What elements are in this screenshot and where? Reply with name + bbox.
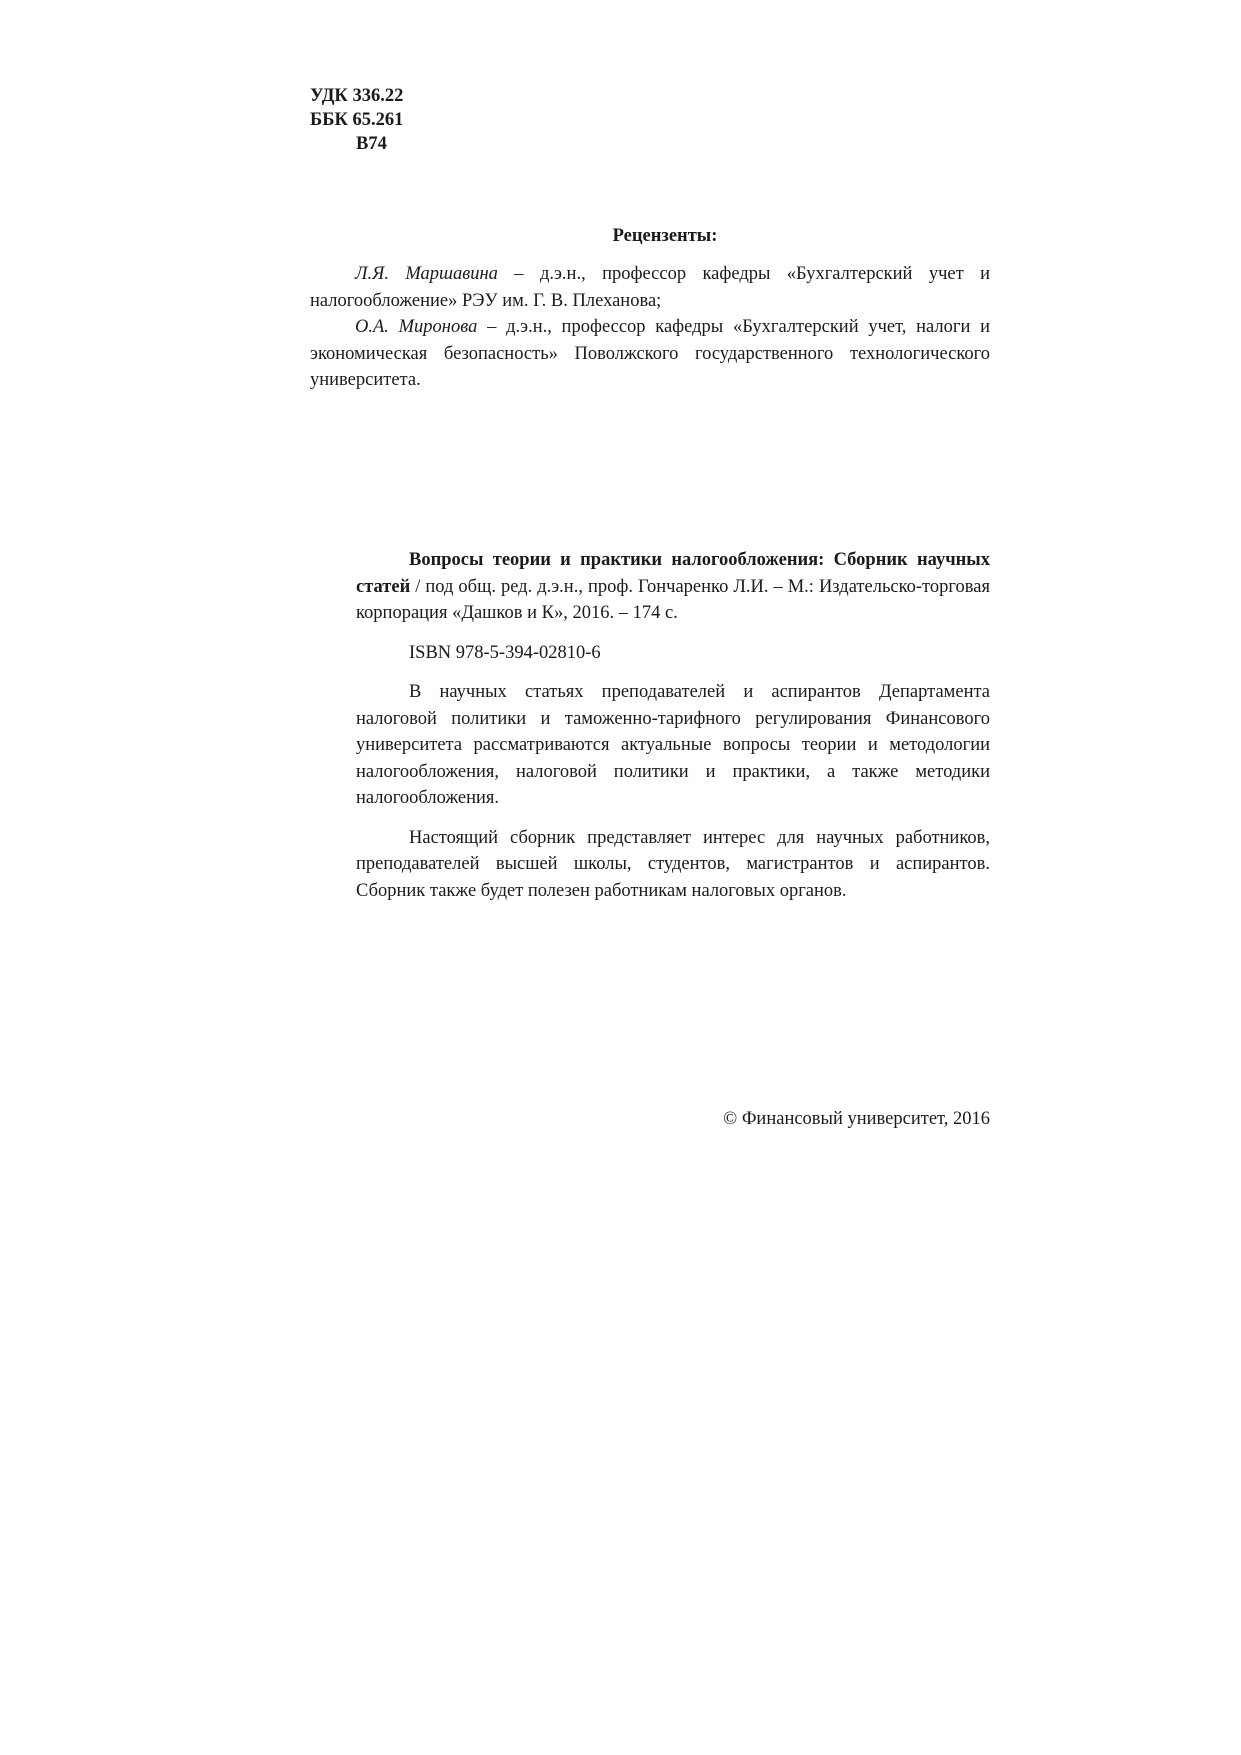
isbn: ISBN 978-5-394-02810-6 xyxy=(409,642,601,663)
udk-code: УДК 336.22 xyxy=(310,86,404,106)
reviewer-2 xyxy=(310,314,990,394)
reviewers-title: Рецензенты: xyxy=(612,226,718,246)
bibliographic-annotation xyxy=(356,547,990,904)
reviewer-description: – д.э.н., профессор кафедры «Бухгалтерский учет, налоги и экономическая безопасность» Поволжского государственного технологического университета. xyxy=(310,317,990,390)
book-imprint: / под общ. ред. д.э.н., проф. Гончаренко Л.И. – М.: Издательско-торговая корпорация «Дашков и К», 2016. – 174 с. xyxy=(356,576,990,623)
reviewer-description: – д.э.н., профессор кафедры «Бухгалтерский учет и налогообложение» РЭУ им. Г. В. Плеханова; xyxy=(310,264,990,311)
bbk-code: ББК 65.261 xyxy=(310,110,404,130)
book-title: Вопросы теории и практики налогообложения: Сборник научных статей xyxy=(356,550,990,597)
reviewers-section xyxy=(310,226,990,394)
reviewer-name: Л.Я. Маршавина xyxy=(355,264,498,284)
abstract-paragraph-2: Настоящий сборник представляет интерес для научных работников, преподавателей высшей школы, студентов, магистрантов и аспирантов. Сборник также будет полезен работникам налоговых органов. xyxy=(356,827,990,901)
copyright-notice: © Финансовый университет, 2016 xyxy=(723,1109,990,1129)
author-mark: В74 xyxy=(356,134,387,154)
reviewer-name: О.А. Миронова xyxy=(355,317,478,337)
classification-codes xyxy=(310,84,403,156)
abstract-paragraph-1: В научных статьях преподавателей и аспирантов Департамента налоговой политики и таможенно-тарифного регулирования Финансового университета рассматриваются актуальные вопросы теории и методологии налогообложения, налоговой политики и практики, а также методики налогообложения. xyxy=(356,682,990,808)
bibliographic-record xyxy=(356,547,990,627)
reviewer-1 xyxy=(310,261,990,314)
